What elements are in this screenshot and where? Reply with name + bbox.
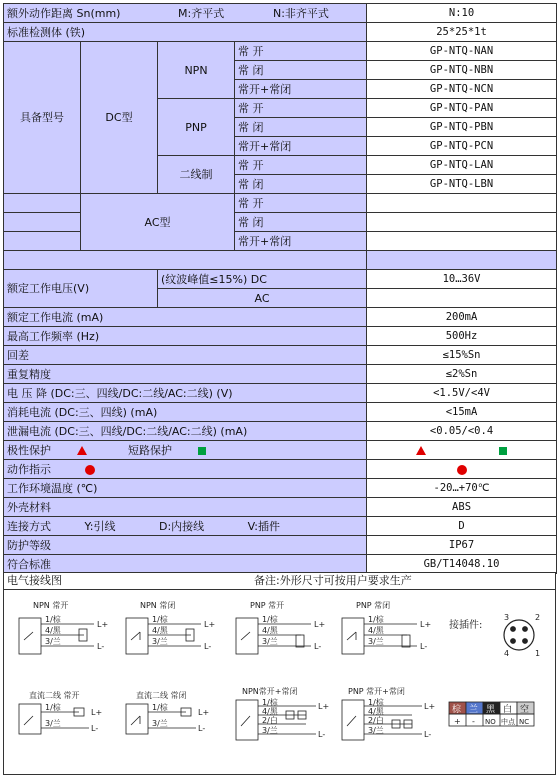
connection-d: D:内接线 xyxy=(158,519,205,533)
rated-voltage-dc-value: 10…36V xyxy=(367,270,557,289)
plug-label: 接插件: xyxy=(449,620,483,631)
pnp-label: PNP xyxy=(158,99,235,156)
diagram-title: PNP 常开 xyxy=(250,601,285,610)
svg-text:1/棕: 1/棕 xyxy=(368,698,384,707)
ac-voltage-label: AC xyxy=(158,289,367,308)
indicator-yes-icon xyxy=(457,465,467,475)
diagram-title: PNP 常开+常闭 xyxy=(348,687,405,696)
diagram-title: NPN常开+常闭 xyxy=(242,687,298,696)
svg-text:2: 2 xyxy=(535,613,541,622)
svg-text:空: 空 xyxy=(520,705,530,715)
svg-text:L+: L+ xyxy=(424,702,436,711)
svg-text:L-: L- xyxy=(198,724,206,733)
models-label: 具备型号 xyxy=(4,42,81,194)
npn-nonc-label: 常开+常闭 xyxy=(235,80,367,99)
indicator-dot-icon xyxy=(85,465,95,475)
svg-text:L+: L+ xyxy=(420,620,432,629)
svg-text:黑: 黑 xyxy=(486,705,496,715)
svg-text:+: + xyxy=(454,717,461,726)
diagram-lw-no xyxy=(19,690,102,734)
svg-text:中点: 中点 xyxy=(501,718,515,726)
svg-text:L+: L+ xyxy=(97,620,109,629)
plug-diagram xyxy=(449,613,540,658)
hysteresis-value: ≤15%Sn xyxy=(367,346,557,365)
voltage-drop-value: <1.5V/<4V xyxy=(367,384,557,403)
standard-target-value: 25*25*1t xyxy=(367,23,557,42)
row-detect-distance xyxy=(4,4,557,23)
svg-text:棕: 棕 xyxy=(452,705,462,715)
svg-text:L+: L+ xyxy=(91,708,103,717)
svg-text:3/兰: 3/兰 xyxy=(368,726,384,735)
ac-no-code xyxy=(367,194,557,213)
short-circuit-yes-icon xyxy=(499,447,507,455)
npn-nonc-code: GP-NTQ-NCN xyxy=(367,80,557,99)
pnp-nc-code: GP-NTQ-PBN xyxy=(367,118,557,137)
ripple-label: (纹波峰值≤15%) DC xyxy=(158,270,367,289)
repeat-value: ≤2%Sn xyxy=(367,365,557,384)
diagram-pnp-no xyxy=(236,600,325,654)
svg-text:L-: L- xyxy=(97,642,105,651)
detect-distance-label: 额外动作距离 Sn(mm) xyxy=(7,6,121,20)
svg-text:4/黑: 4/黑 xyxy=(368,626,384,635)
npn-no-code: GP-NTQ-NAN xyxy=(367,42,557,61)
svg-text:白: 白 xyxy=(503,705,513,715)
svg-text:3/兰: 3/兰 xyxy=(152,719,168,728)
wiring-title: 电气接线图 xyxy=(7,574,62,587)
ac-label: AC型 xyxy=(81,194,235,251)
leakage-value: <0.05/<0.4 xyxy=(367,422,557,441)
svg-text:L+: L+ xyxy=(204,620,216,629)
pnp-nonc-label: 常开+常闭 xyxy=(235,137,367,156)
svg-text:3/兰: 3/兰 xyxy=(152,637,168,646)
svg-text:4/黑: 4/黑 xyxy=(45,626,61,635)
svg-text:3/兰: 3/兰 xyxy=(262,726,278,735)
svg-text:1/棕: 1/棕 xyxy=(262,698,278,707)
two-wire-label: 二线制 xyxy=(158,156,235,194)
svg-text:L-: L- xyxy=(204,642,212,651)
diagram-title: NPN 常开 xyxy=(33,601,69,610)
standard-label: 符合标准 xyxy=(4,555,367,574)
rated-voltage-ac-value xyxy=(367,289,557,308)
svg-text:4/黑: 4/黑 xyxy=(368,707,384,716)
svg-text:3: 3 xyxy=(504,613,510,622)
temperature-value: -20…+70℃ xyxy=(367,479,557,498)
svg-text:1/棕: 1/棕 xyxy=(368,615,384,624)
svg-text:3/兰: 3/兰 xyxy=(45,637,61,646)
connection-value: D xyxy=(367,517,557,536)
diagram-npn-nonc xyxy=(236,686,329,740)
svg-text:兰: 兰 xyxy=(469,705,479,715)
svg-text:4: 4 xyxy=(504,649,510,658)
ip-value: IP67 xyxy=(367,536,557,555)
hysteresis-label: 回差 xyxy=(4,346,367,365)
svg-text:1/棕: 1/棕 xyxy=(45,703,61,712)
connection-v: V:插件 xyxy=(247,519,280,533)
blank-row xyxy=(4,251,367,270)
leakage-label: 泄漏电流 (DC:三、四线/DC:二线/AC:二线) (mA) xyxy=(4,422,367,441)
svg-text:-: - xyxy=(472,717,475,726)
connection-y: Y:引线 xyxy=(84,519,116,533)
pnp-nonc-code: GP-NTQ-PCN xyxy=(367,137,557,156)
lw-nc-label: 常 闭 xyxy=(235,175,367,194)
ac-nonc-code xyxy=(367,232,557,251)
pnp-no-label: 常 开 xyxy=(235,99,367,118)
svg-text:2/白: 2/白 xyxy=(368,716,384,725)
svg-text:L+: L+ xyxy=(198,708,210,717)
diagram-title: PNP 常闭 xyxy=(356,601,391,610)
svg-text:2/白: 2/白 xyxy=(262,716,278,725)
svg-text:L-: L- xyxy=(424,730,432,739)
short-circuit-label: 短路保护 xyxy=(128,443,172,457)
diagram-lw-nc xyxy=(126,690,209,734)
diagram-title: NPN 常闭 xyxy=(140,601,176,610)
housing-label: 外壳材料 xyxy=(4,498,367,517)
standard-value: GB/T14048.10 xyxy=(367,555,557,574)
svg-text:L+: L+ xyxy=(318,702,330,711)
diagram-title: 直流二线 常闭 xyxy=(136,691,187,700)
ip-label: 防护等级 xyxy=(4,536,367,555)
rated-current-value: 200mA xyxy=(367,308,557,327)
svg-text:L-: L- xyxy=(420,642,428,651)
diagram-pnp-nonc xyxy=(342,686,435,740)
detect-distance-value: N:10 xyxy=(367,4,557,23)
svg-text:L+: L+ xyxy=(314,620,326,629)
npn-nc-code: GP-NTQ-NBN xyxy=(367,61,557,80)
ac-nc-code xyxy=(367,213,557,232)
rated-current-label: 额定工作电流 (mA) xyxy=(4,308,367,327)
svg-text:4/黑: 4/黑 xyxy=(262,707,278,716)
svg-text:1: 1 xyxy=(535,649,541,658)
svg-text:L-: L- xyxy=(318,730,326,739)
repeat-label: 重复精度 xyxy=(4,365,367,384)
svg-text:4/黑: 4/黑 xyxy=(262,626,278,635)
wiring-diagrams xyxy=(3,580,556,775)
max-freq-value: 500Hz xyxy=(367,327,557,346)
svg-text:4/黑: 4/黑 xyxy=(152,626,168,635)
spec-sheet xyxy=(3,3,556,574)
svg-text:1/棕: 1/棕 xyxy=(152,615,168,624)
flush-label: M:齐平式 xyxy=(178,6,225,20)
indicator-label: 动作指示 xyxy=(7,462,51,476)
svg-text:L-: L- xyxy=(314,642,322,651)
svg-text:L-: L- xyxy=(91,724,99,733)
lw-nc-code: GP-NTQ-LBN xyxy=(367,175,557,194)
pnp-nc-label: 常 闭 xyxy=(235,118,367,137)
rated-voltage-label: 额定工作电压(V) xyxy=(4,270,158,308)
temperature-label: 工作环境温度 (℃) xyxy=(4,479,367,498)
max-freq-label: 最高工作频率 (Hz) xyxy=(4,327,367,346)
diagram-pnp-nc xyxy=(342,600,431,654)
consumption-value: <15mA xyxy=(367,403,557,422)
lw-no-label: 常 开 xyxy=(235,156,367,175)
svg-text:1/棕: 1/棕 xyxy=(45,615,61,624)
diagram-title: 直流二线 常开 xyxy=(29,691,80,700)
svg-text:NO: NO xyxy=(485,718,496,726)
consumption-label: 消耗电流 (DC:三、四线) (mA) xyxy=(4,403,367,422)
pnp-no-code: GP-NTQ-PAN xyxy=(367,99,557,118)
short-circuit-square-icon xyxy=(198,447,206,455)
dc-label: DC型 xyxy=(81,42,158,194)
svg-text:3/兰: 3/兰 xyxy=(262,637,278,646)
svg-text:1/棕: 1/棕 xyxy=(262,615,278,624)
housing-value: ABS xyxy=(367,498,557,517)
spec-table xyxy=(3,3,557,574)
ac-nonc-label: 常开+常闭 xyxy=(235,232,367,251)
svg-text:3/兰: 3/兰 xyxy=(368,637,384,646)
wire-color-legend xyxy=(449,702,534,726)
wiring-svg xyxy=(4,590,555,770)
connection-label: 连接方式 xyxy=(7,519,51,533)
npn-label: NPN xyxy=(158,42,235,99)
ac-nc-label: 常 闭 xyxy=(235,213,367,232)
wiring-note: 备注:外形尺寸可按用户要求生产 xyxy=(254,574,412,587)
svg-text:3/兰: 3/兰 xyxy=(45,719,61,728)
standard-target-label: 标准检测体 (铁) xyxy=(4,23,367,42)
diagram-npn-nc xyxy=(126,600,215,654)
voltage-drop-label: 电 压 降 (DC:三、四线/DC:二线/AC:二线) (V) xyxy=(4,384,367,403)
polarity-label: 极性保护 xyxy=(7,443,51,457)
npn-no-label: 常 开 xyxy=(235,42,367,61)
svg-text:1/棕: 1/棕 xyxy=(152,703,168,712)
ac-no-label: 常 开 xyxy=(235,194,367,213)
lw-no-code: GP-NTQ-LAN xyxy=(367,156,557,175)
diagram-npn-no xyxy=(19,600,108,654)
npn-nc-label: 常 闭 xyxy=(235,61,367,80)
svg-text:NC: NC xyxy=(519,718,530,726)
polarity-triangle-icon xyxy=(77,446,87,455)
polarity-yes-icon xyxy=(416,446,426,455)
nonflush-label: N:非齐平式 xyxy=(273,6,329,20)
